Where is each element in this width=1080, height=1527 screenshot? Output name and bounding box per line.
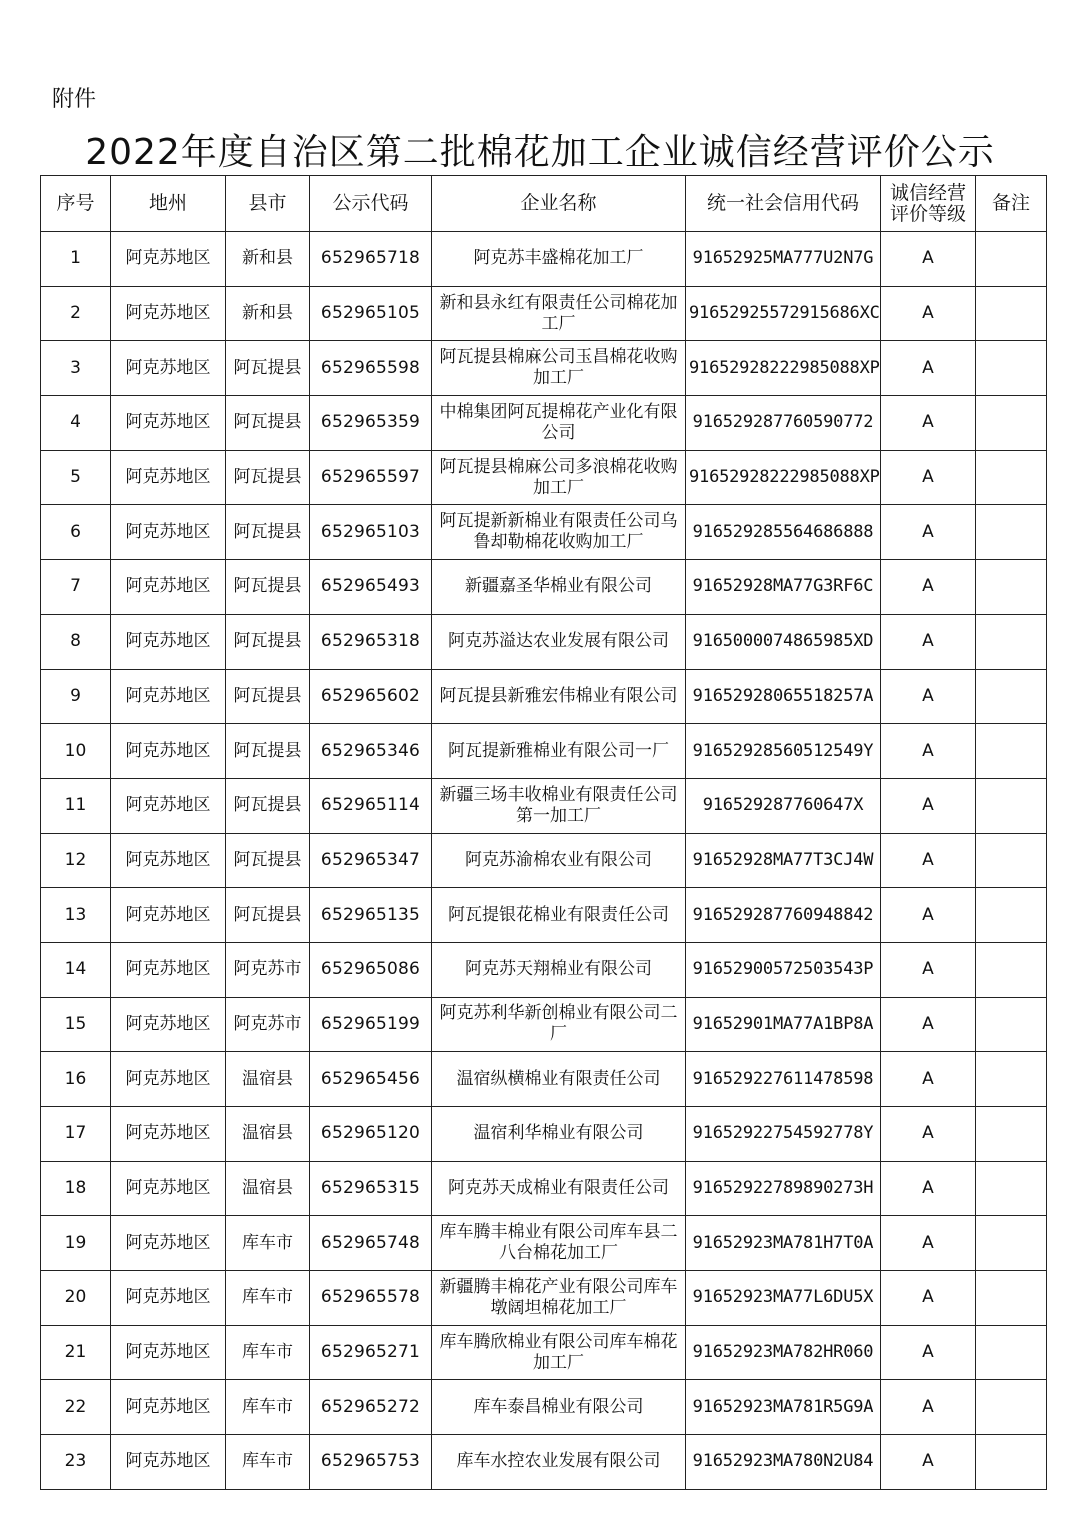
cell-prefecture: 阿克苏地区 [111, 1107, 226, 1162]
cell-remarks [976, 614, 1047, 669]
table-row [41, 669, 1047, 724]
cell-credit-code: 91652923MA77L6DU5X [686, 1271, 881, 1326]
cell-prefecture: 阿克苏地区 [111, 724, 226, 779]
cell-remarks [976, 396, 1047, 451]
table-row [41, 1052, 1047, 1107]
cell-seq: 10 [41, 724, 111, 779]
cell-pub-code: 652965271 [310, 1325, 432, 1380]
table-row [41, 724, 1047, 779]
cell-seq: 16 [41, 1052, 111, 1107]
cell-prefecture: 阿克苏地区 [111, 942, 226, 997]
header-county: 县市 [226, 176, 310, 232]
cell-company: 新疆三场丰收棉业有限责任公司第一加工厂 [432, 778, 686, 833]
cell-company: 阿瓦提新新棉业有限责任公司乌鲁却勒棉花收购加工厂 [432, 505, 686, 560]
cell-company: 中棉集团阿瓦提棉花产业化有限公司 [432, 396, 686, 451]
cell-rating: A [881, 1435, 976, 1490]
attachment-label: 附件 [52, 87, 97, 112]
cell-county: 库车市 [226, 1216, 310, 1271]
cell-county: 阿瓦提县 [226, 450, 310, 505]
cell-county: 阿克苏市 [226, 997, 310, 1052]
cell-county: 阿瓦提县 [226, 833, 310, 888]
cell-county: 温宿县 [226, 1107, 310, 1162]
cell-prefecture: 阿克苏地区 [111, 450, 226, 505]
cell-company: 新疆嘉圣华棉业有限公司 [432, 560, 686, 615]
cell-remarks [976, 1380, 1047, 1435]
cell-credit-code: 91652901MA77A1BP8A [686, 997, 881, 1052]
cell-pub-code: 652965105 [310, 286, 432, 341]
cell-remarks [976, 1107, 1047, 1162]
cell-credit-code: 91652928222985088XP [686, 341, 881, 396]
cell-rating: A [881, 341, 976, 396]
cell-credit-code: 91652928222985088XP [686, 450, 881, 505]
cell-county: 库车市 [226, 1435, 310, 1490]
cell-remarks [976, 1271, 1047, 1326]
cell-credit-code: 916529287760948842 [686, 888, 881, 943]
cell-seq: 6 [41, 505, 111, 560]
cell-seq: 7 [41, 560, 111, 615]
cell-credit-code: 91652928MA77T3CJ4W [686, 833, 881, 888]
cell-pub-code: 652965359 [310, 396, 432, 451]
cell-company: 阿克苏丰盛棉花加工厂 [432, 232, 686, 287]
table-row [41, 505, 1047, 560]
cell-rating: A [881, 614, 976, 669]
cell-pub-code: 652965578 [310, 1271, 432, 1326]
cell-pub-code: 652965346 [310, 724, 432, 779]
cell-pub-code: 652965120 [310, 1107, 432, 1162]
cell-remarks [976, 1216, 1047, 1271]
rating-table [40, 175, 1047, 1490]
cell-county: 阿瓦提县 [226, 724, 310, 779]
cell-prefecture: 阿克苏地区 [111, 1380, 226, 1435]
cell-company: 新疆腾丰棉花产业有限公司库车墩阔坦棉花加工厂 [432, 1271, 686, 1326]
table-row [41, 1325, 1047, 1380]
table-row [41, 833, 1047, 888]
table-row [41, 1161, 1047, 1216]
cell-remarks [976, 1161, 1047, 1216]
cell-remarks [976, 888, 1047, 943]
cell-pub-code: 652965347 [310, 833, 432, 888]
cell-rating: A [881, 396, 976, 451]
cell-rating: A [881, 1107, 976, 1162]
cell-credit-code: 916529227611478598 [686, 1052, 881, 1107]
cell-seq: 23 [41, 1435, 111, 1490]
cell-company: 温宿利华棉业有限公司 [432, 1107, 686, 1162]
cell-prefecture: 阿克苏地区 [111, 888, 226, 943]
cell-remarks [976, 286, 1047, 341]
cell-rating: A [881, 724, 976, 779]
cell-pub-code: 652965597 [310, 450, 432, 505]
cell-seq: 4 [41, 396, 111, 451]
table-row [41, 942, 1047, 997]
cell-county: 阿瓦提县 [226, 778, 310, 833]
table-row [41, 997, 1047, 1052]
cell-rating: A [881, 778, 976, 833]
cell-company: 阿克苏利华新创棉业有限公司二厂 [432, 997, 686, 1052]
cell-company: 阿瓦提县新雅宏伟棉业有限公司 [432, 669, 686, 724]
cell-rating: A [881, 1271, 976, 1326]
header-remarks: 备注 [976, 176, 1047, 232]
cell-rating: A [881, 450, 976, 505]
cell-pub-code: 652965315 [310, 1161, 432, 1216]
table-row [41, 450, 1047, 505]
cell-seq: 8 [41, 614, 111, 669]
cell-remarks [976, 669, 1047, 724]
cell-prefecture: 阿克苏地区 [111, 1435, 226, 1490]
cell-remarks [976, 833, 1047, 888]
cell-rating: A [881, 1325, 976, 1380]
cell-county: 阿瓦提县 [226, 341, 310, 396]
cell-prefecture: 阿克苏地区 [111, 286, 226, 341]
cell-pub-code: 652965753 [310, 1435, 432, 1490]
cell-remarks [976, 942, 1047, 997]
table-row [41, 396, 1047, 451]
cell-company: 阿克苏溢达农业发展有限公司 [432, 614, 686, 669]
cell-credit-code: 91652923MA780N2U84 [686, 1435, 881, 1490]
cell-pub-code: 652965114 [310, 778, 432, 833]
cell-remarks [976, 724, 1047, 779]
cell-rating: A [881, 505, 976, 560]
cell-credit-code: 91652928560512549Y [686, 724, 881, 779]
cell-prefecture: 阿克苏地区 [111, 1271, 226, 1326]
cell-prefecture: 阿克苏地区 [111, 614, 226, 669]
cell-rating: A [881, 1380, 976, 1435]
cell-county: 温宿县 [226, 1161, 310, 1216]
cell-county: 阿瓦提县 [226, 396, 310, 451]
cell-remarks [976, 341, 1047, 396]
cell-seq: 9 [41, 669, 111, 724]
cell-prefecture: 阿克苏地区 [111, 1216, 226, 1271]
cell-credit-code: 91652922754592778Y [686, 1107, 881, 1162]
cell-prefecture: 阿克苏地区 [111, 669, 226, 724]
cell-credit-code: 91652923MA781R5G9A [686, 1380, 881, 1435]
table-row [41, 1271, 1047, 1326]
cell-prefecture: 阿克苏地区 [111, 997, 226, 1052]
cell-pub-code: 652965456 [310, 1052, 432, 1107]
table-row [41, 286, 1047, 341]
table-row [41, 1380, 1047, 1435]
cell-prefecture: 阿克苏地区 [111, 1161, 226, 1216]
cell-pub-code: 652965318 [310, 614, 432, 669]
cell-credit-code: 91652922789890273H [686, 1161, 881, 1216]
table-row [41, 614, 1047, 669]
cell-county: 新和县 [226, 232, 310, 287]
cell-county: 阿瓦提县 [226, 888, 310, 943]
cell-rating: A [881, 833, 976, 888]
cell-company: 库车水控农业发展有限公司 [432, 1435, 686, 1490]
table-row [41, 1216, 1047, 1271]
cell-credit-code: 916529285564686888 [686, 505, 881, 560]
cell-prefecture: 阿克苏地区 [111, 1325, 226, 1380]
cell-prefecture: 阿克苏地区 [111, 396, 226, 451]
cell-pub-code: 652965103 [310, 505, 432, 560]
cell-rating: A [881, 286, 976, 341]
page-title: 2022年度自治区第二批棉花加工企业诚信经营评价公示 [85, 132, 995, 173]
cell-prefecture: 阿克苏地区 [111, 560, 226, 615]
cell-seq: 3 [41, 341, 111, 396]
cell-remarks [976, 778, 1047, 833]
header-company: 企业名称 [432, 176, 686, 232]
cell-seq: 13 [41, 888, 111, 943]
cell-credit-code: 91652923MA782HR060 [686, 1325, 881, 1380]
cell-county: 温宿县 [226, 1052, 310, 1107]
cell-pub-code: 652965602 [310, 669, 432, 724]
cell-seq: 12 [41, 833, 111, 888]
cell-rating: A [881, 232, 976, 287]
cell-rating: A [881, 1052, 976, 1107]
cell-seq: 11 [41, 778, 111, 833]
cell-rating: A [881, 942, 976, 997]
cell-pub-code: 652965598 [310, 341, 432, 396]
cell-remarks [976, 232, 1047, 287]
cell-remarks [976, 560, 1047, 615]
cell-rating: A [881, 888, 976, 943]
cell-county: 阿瓦提县 [226, 669, 310, 724]
header-credit-code: 统一社会信用代码 [686, 176, 881, 232]
header-rating-line1: 诚信经营 [889, 181, 966, 204]
cell-company: 库车腾丰棉业有限公司库车县二八台棉花加工厂 [432, 1216, 686, 1271]
cell-credit-code: 91652928065518257A [686, 669, 881, 724]
cell-seq: 14 [41, 942, 111, 997]
cell-pub-code: 652965718 [310, 232, 432, 287]
cell-seq: 20 [41, 1271, 111, 1326]
table-header-row [41, 176, 1047, 232]
table-row [41, 341, 1047, 396]
table-row [41, 1435, 1047, 1490]
cell-remarks [976, 1325, 1047, 1380]
cell-pub-code: 652965748 [310, 1216, 432, 1271]
cell-company: 温宿纵横棉业有限责任公司 [432, 1052, 686, 1107]
cell-rating: A [881, 1161, 976, 1216]
cell-credit-code: 91652900572503543P [686, 942, 881, 997]
table-row [41, 232, 1047, 287]
cell-seq: 21 [41, 1325, 111, 1380]
table-row [41, 888, 1047, 943]
cell-company: 阿克苏天成棉业有限责任公司 [432, 1161, 686, 1216]
cell-remarks [976, 450, 1047, 505]
cell-remarks [976, 1052, 1047, 1107]
cell-pub-code: 652965135 [310, 888, 432, 943]
cell-seq: 22 [41, 1380, 111, 1435]
table-row [41, 1107, 1047, 1162]
cell-county: 库车市 [226, 1380, 310, 1435]
header-seq: 序号 [41, 176, 111, 232]
cell-county: 库车市 [226, 1271, 310, 1326]
cell-credit-code: 91652925572915686XC [686, 286, 881, 341]
cell-county: 新和县 [226, 286, 310, 341]
cell-company: 阿瓦提县棉麻公司多浪棉花收购加工厂 [432, 450, 686, 505]
cell-county: 阿瓦提县 [226, 614, 310, 669]
cell-pub-code: 652965272 [310, 1380, 432, 1435]
cell-county: 库车市 [226, 1325, 310, 1380]
cell-remarks [976, 997, 1047, 1052]
cell-pub-code: 652965086 [310, 942, 432, 997]
cell-remarks [976, 505, 1047, 560]
table-row [41, 560, 1047, 615]
cell-rating: A [881, 1216, 976, 1271]
cell-prefecture: 阿克苏地区 [111, 778, 226, 833]
cell-credit-code: 91652923MA781H7T0A [686, 1216, 881, 1271]
cell-prefecture: 阿克苏地区 [111, 1052, 226, 1107]
cell-county: 阿克苏市 [226, 942, 310, 997]
cell-seq: 15 [41, 997, 111, 1052]
cell-prefecture: 阿克苏地区 [111, 833, 226, 888]
cell-prefecture: 阿克苏地区 [111, 341, 226, 396]
cell-county: 阿瓦提县 [226, 560, 310, 615]
cell-seq: 19 [41, 1216, 111, 1271]
header-prefecture: 地州 [111, 176, 226, 232]
cell-company: 阿瓦提银花棉业有限责任公司 [432, 888, 686, 943]
cell-rating: A [881, 669, 976, 724]
cell-company: 阿克苏渝棉农业有限公司 [432, 833, 686, 888]
header-rating-line2: 评价等级 [889, 202, 966, 225]
cell-rating: A [881, 997, 976, 1052]
cell-credit-code: 916529287760590772 [686, 396, 881, 451]
cell-company: 阿瓦提新雅棉业有限公司一厂 [432, 724, 686, 779]
cell-prefecture: 阿克苏地区 [111, 232, 226, 287]
cell-county: 阿瓦提县 [226, 505, 310, 560]
cell-company: 库车腾欣棉业有限公司库车棉花加工厂 [432, 1325, 686, 1380]
cell-prefecture: 阿克苏地区 [111, 505, 226, 560]
cell-company: 阿克苏天翔棉业有限公司 [432, 942, 686, 997]
header-pub-code: 公示代码 [310, 176, 432, 232]
cell-credit-code: 91652928MA77G3RF6C [686, 560, 881, 615]
cell-seq: 17 [41, 1107, 111, 1162]
cell-rating: A [881, 560, 976, 615]
cell-pub-code: 652965199 [310, 997, 432, 1052]
cell-seq: 1 [41, 232, 111, 287]
cell-seq: 5 [41, 450, 111, 505]
cell-credit-code: 916529287760647X [686, 778, 881, 833]
cell-company: 阿瓦提县棉麻公司玉昌棉花收购加工厂 [432, 341, 686, 396]
cell-company: 新和县永红有限责任公司棉花加工厂 [432, 286, 686, 341]
cell-company: 库车泰昌棉业有限公司 [432, 1380, 686, 1435]
cell-credit-code: 9165000074865985XD [686, 614, 881, 669]
cell-seq: 18 [41, 1161, 111, 1216]
table-row [41, 778, 1047, 833]
cell-credit-code: 91652925MA777U2N7G [686, 232, 881, 287]
cell-remarks [976, 1435, 1047, 1490]
header-rating [881, 176, 976, 232]
cell-seq: 2 [41, 286, 111, 341]
cell-pub-code: 652965493 [310, 560, 432, 615]
